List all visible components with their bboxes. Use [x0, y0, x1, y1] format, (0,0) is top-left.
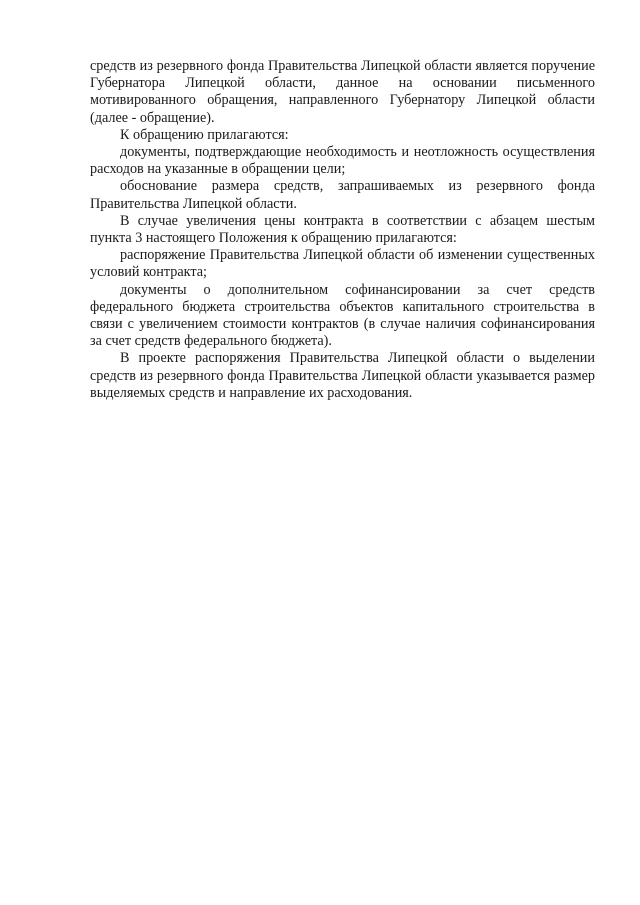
paragraph-continuation: средств из резервного фонда Правительства Липецкой области является поручение Губернатора Липецкой области, данное на основании письменного мотивированного обращения, направленного Губернатору Липецкой области (далее - обращение). — [90, 58, 595, 126]
paragraph-government-order: распоряжение Правительства Липецкой области об изменении существенных условий контракта; — [90, 247, 595, 281]
paragraph-necessity-documents: документы, подтверждающие необходимость и неотложность осуществления расходов на указанные в обращении цели; — [90, 144, 595, 178]
paragraph-draft-order: В проекте распоряжения Правительства Липецкой области о выделении средств из резервного фонда Правительства Липецкой области указывается размер выделяемых средств и направление их расходования. — [90, 350, 595, 401]
document-body — [90, 58, 595, 402]
paragraph-contract-price-increase: В случае увеличения цены контракта в соответствии с абзацем шестым пункта 3 настоящего Положения к обращению прилагаются: — [90, 212, 595, 247]
paragraph-attachments-intro: К обращению прилагаются: — [120, 126, 289, 143]
paragraph-amount-justification: обоснование размера средств, запрашиваемых из резервного фонда Правительства Липецкой области. — [90, 178, 595, 212]
paragraph-cofinancing-documents: документы о дополнительном софинансировании за счет средств федерального бюджета строительства объектов капитального строительства в связи с увеличением стоимости контрактов (в случае наличия софинансирования за счет средств федерального бюджета). — [90, 281, 595, 350]
